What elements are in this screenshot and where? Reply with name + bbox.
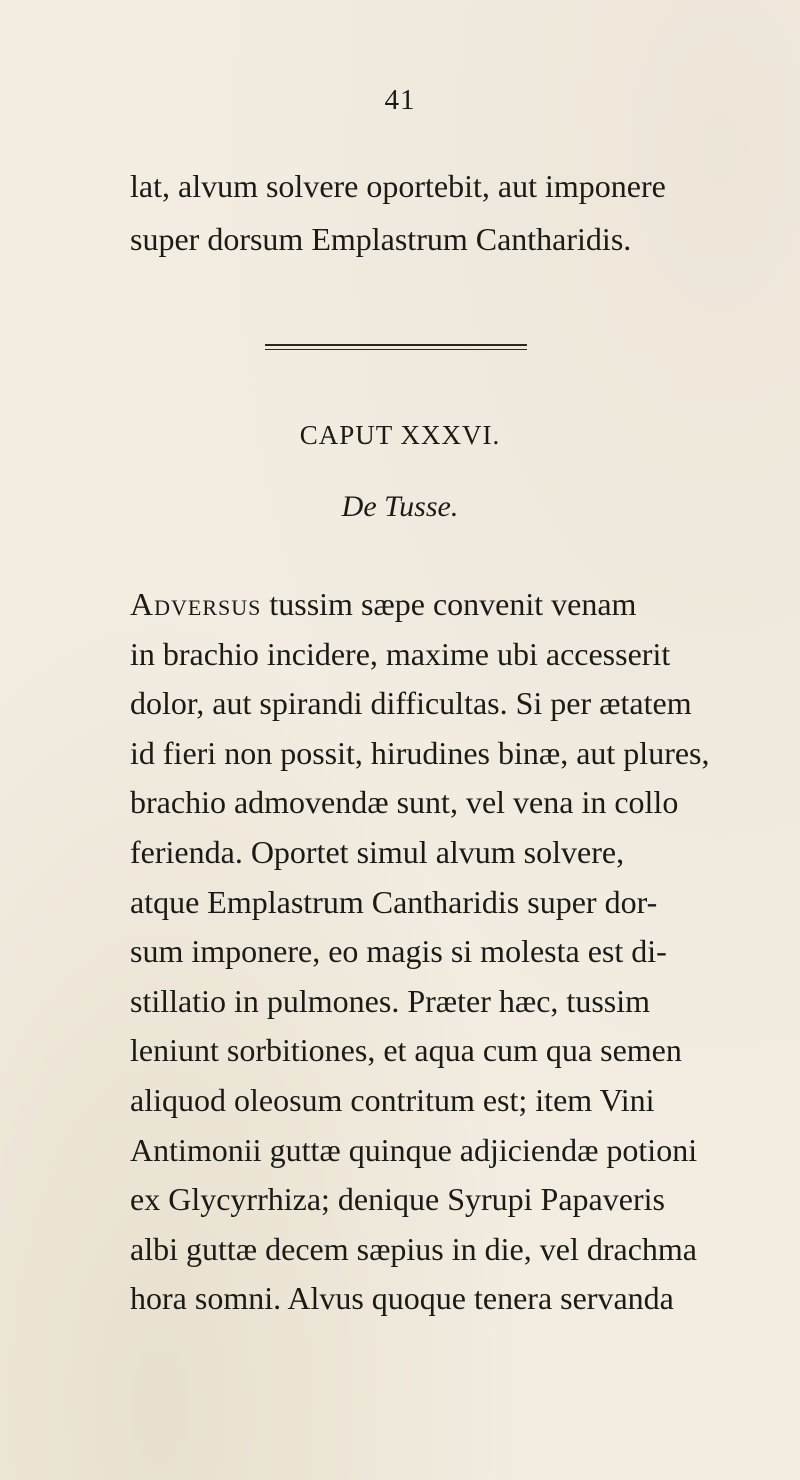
text-line: atque Emplastrum Cantharidis super dor- <box>130 883 658 920</box>
text-line: leniunt sorbitiones, et aqua cum qua semen <box>130 1032 682 1069</box>
page-number: 41 <box>384 84 416 116</box>
chapter-subtitle: De Tusse. <box>341 490 459 523</box>
initial-word: Adversus <box>130 586 262 622</box>
text-line: dolor, aut spirandi difficultas. Si per ætatem <box>130 685 692 722</box>
section-divider <box>265 344 527 346</box>
text-line: albi guttæ decem sæpius in die, vel drachma <box>130 1230 697 1267</box>
text-line: Antimonii guttæ quinque adjiciendæ potioni <box>130 1131 698 1168</box>
text-line: stillatio in pulmones. Præter hæc, tussim <box>130 982 650 1019</box>
text-line: aliquod oleosum contritum est; item Vini <box>130 1081 655 1118</box>
text-line: hora somni. Alvus quoque tenera servanda <box>130 1280 674 1317</box>
text-line: brachio admovendæ sunt, vel vena in collo <box>130 784 679 821</box>
first-line-rest: tussim sæpe convenit venam <box>261 586 637 622</box>
chapter-heading: CAPUT XXXVI. <box>299 420 501 450</box>
text-line: lat, alvum solvere oportebit, aut imponere <box>130 168 666 204</box>
text-line <box>130 580 750 630</box>
text-line: super dorsum Emplastrum Cantharidis. <box>130 221 632 257</box>
text-line: sum imponere, eo magis si molesta est di- <box>130 933 667 970</box>
chapter-body <box>130 580 750 1324</box>
text-line: id fieri non possit, hirudines binæ, aut plures, <box>130 734 710 771</box>
text-line: in brachio incidere, maxime ubi accesserit <box>130 635 671 672</box>
text-line: ferienda. Oportet simul alvum solvere, <box>130 833 625 870</box>
lead-paragraph <box>130 160 730 266</box>
text-line: ex Glycyrrhiza; denique Syrupi Papaveris <box>130 1181 665 1218</box>
